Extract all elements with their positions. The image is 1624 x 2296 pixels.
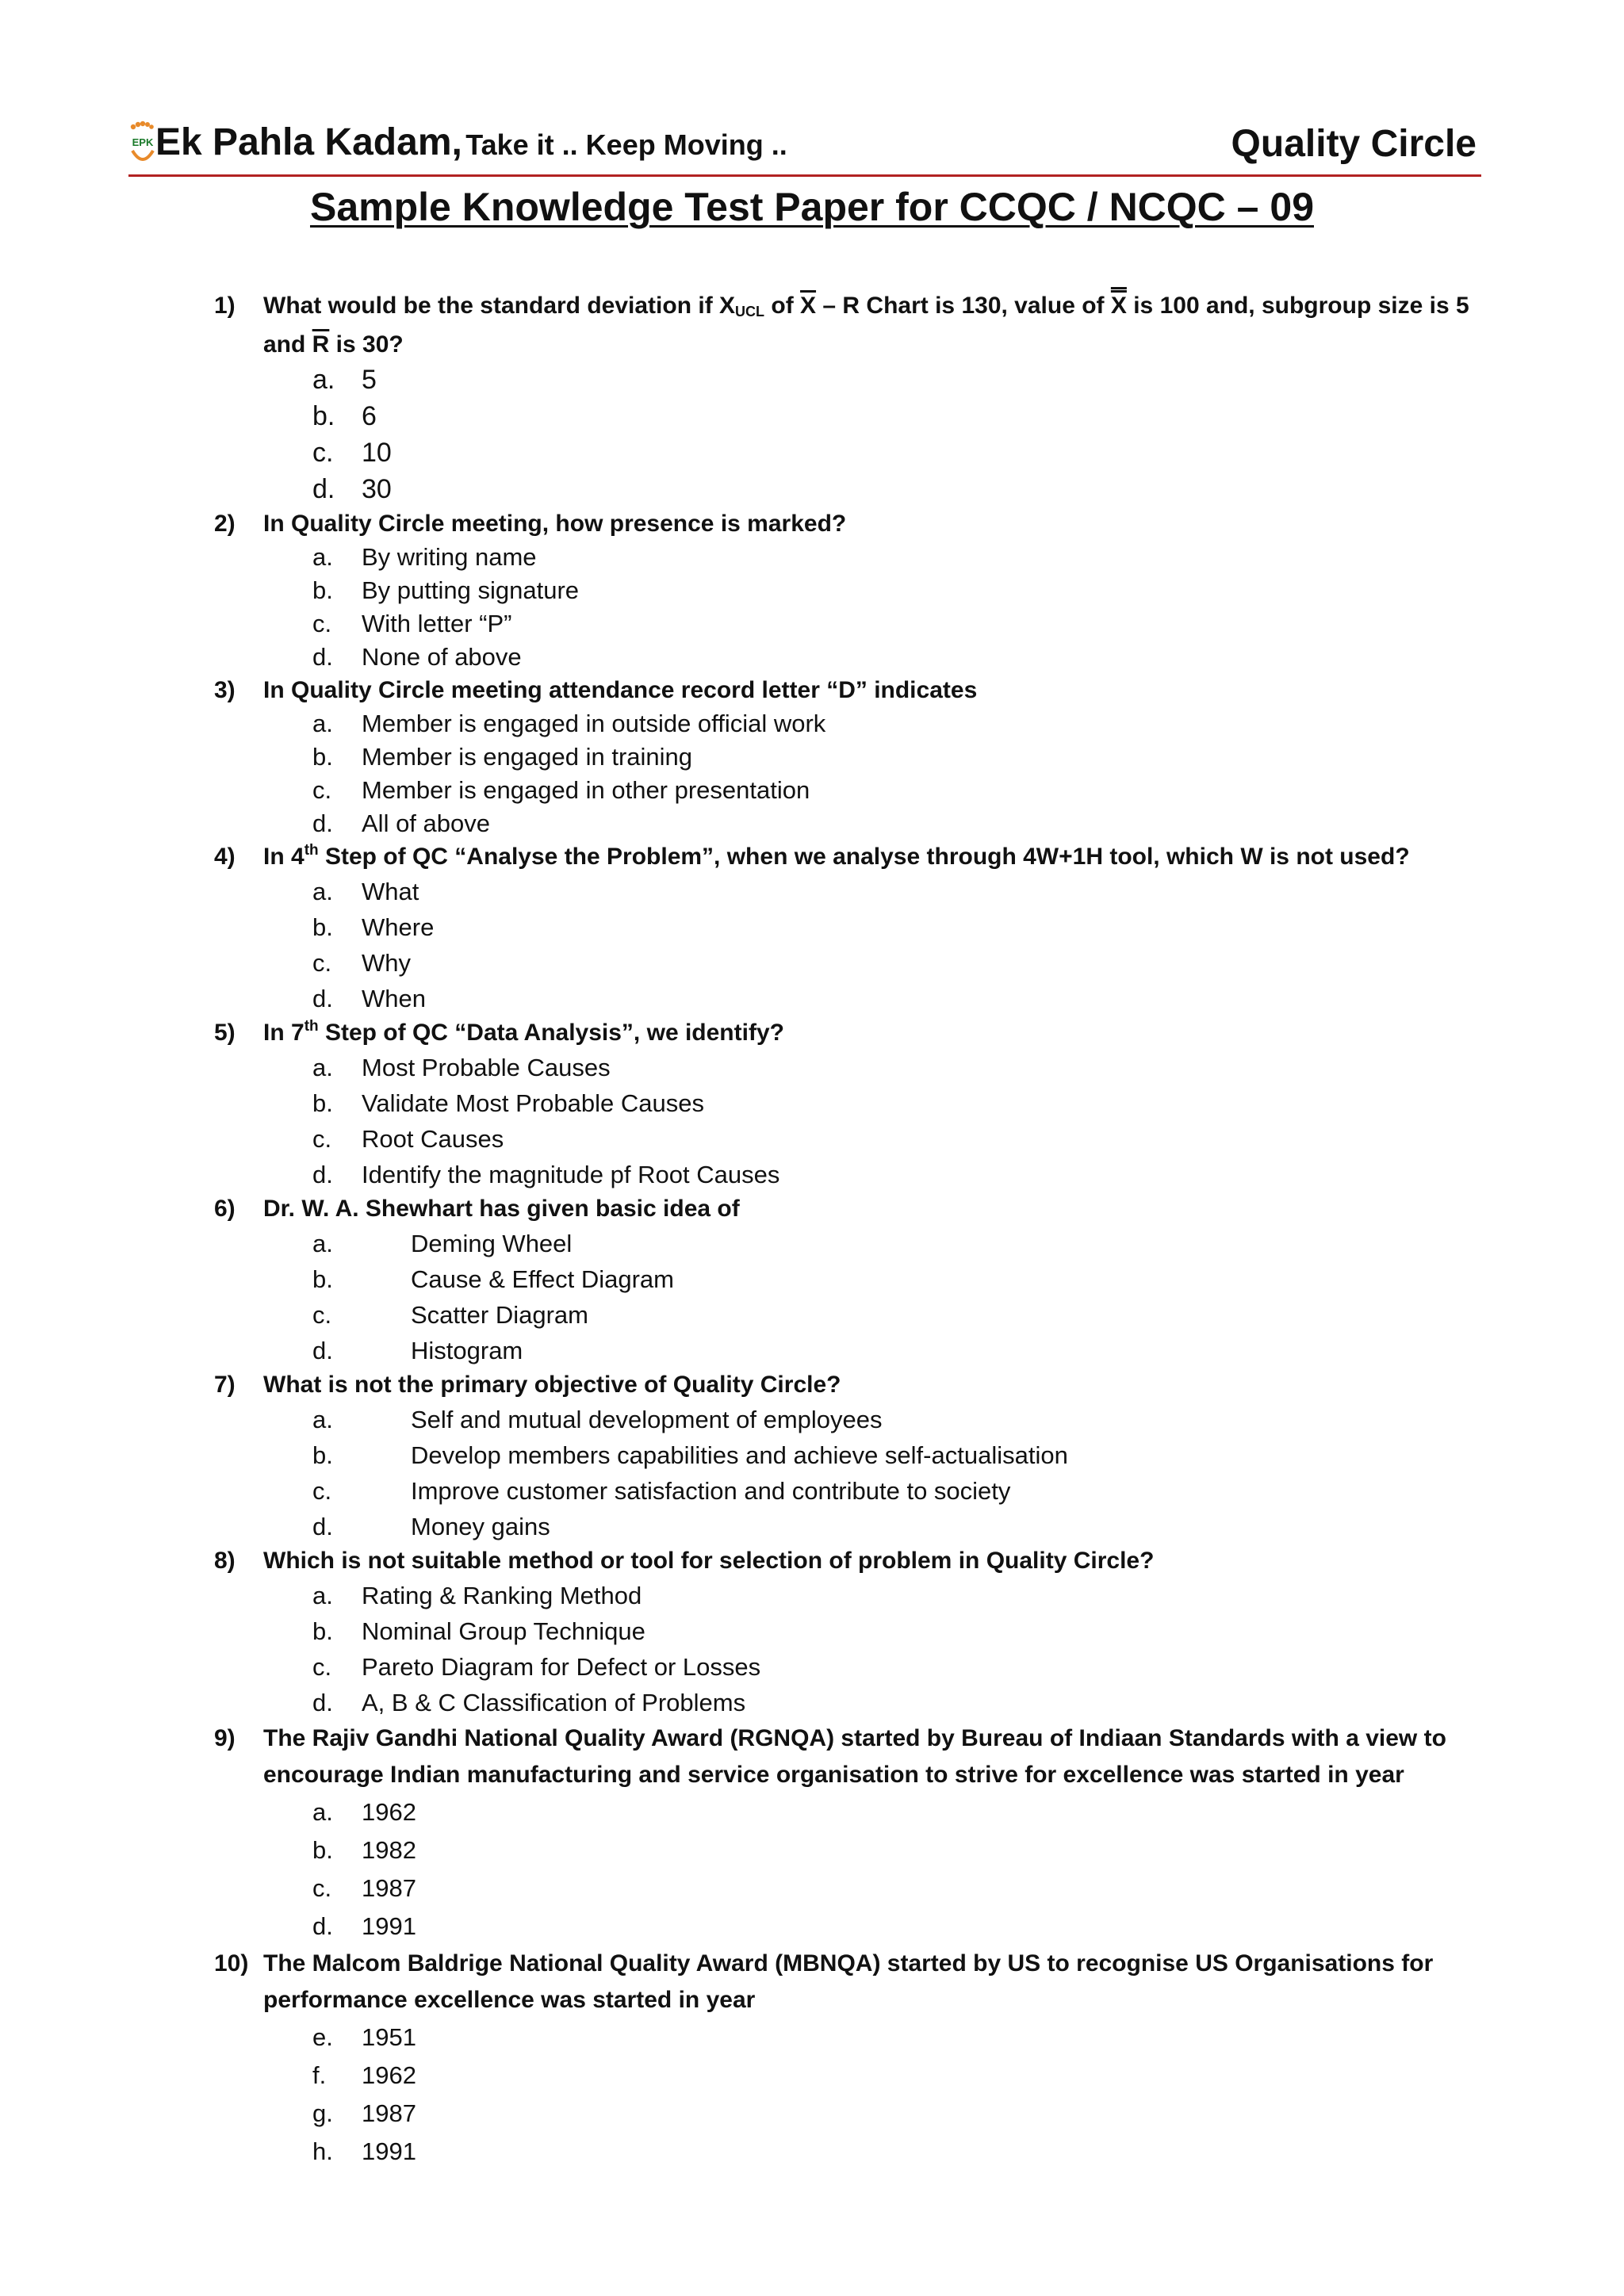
logo-label: EPK [132,136,154,148]
option-g: g. 1987 [312,2099,416,2127]
option-d: d. Money gains [312,1513,550,1540]
option-a: a. What [312,878,419,905]
option-d: d. A, B & C Classification of Problems [312,1689,746,1716]
brand [155,121,787,164]
x-bar-symbol: $\overline{X}$ [800,293,817,319]
question-text: 6) Dr. W. A. Shewhart has given basic idea of [214,1196,740,1222]
question-text-cont: encourage Indian manufacturing and service organisation to strive for excellence was started in year [263,1762,1404,1788]
question-7 [214,1368,1475,1544]
option-a: a. Deming Wheel [312,1230,573,1257]
header-right-title: Quality Circle [1231,123,1477,165]
option-b: b. By putting signature [312,576,580,604]
option-a: a. 1962 [312,1798,416,1826]
question-text: 5) In 7th Step of QC “Data Analysis”, we identify? [214,1018,784,1046]
option-c: c. Scatter Diagram [312,1301,588,1329]
r-bar-symbol: $\overline{R}$ [312,331,330,358]
option-b: b. Member is engaged in training [312,743,693,771]
option-d: d. Histogram [312,1337,523,1364]
option-c: c. Pareto Diagram for Defect or Losses [312,1653,761,1681]
question-text: 4) In 4th Step of QC “Analyse the Problem”, when we analyse through 4W+1H tool, which W is not used? [214,842,1410,870]
option-d: d. When [312,985,426,1012]
question-4 [214,840,1475,1016]
question-text: 9) The Rajiv Gandhi National Quality Award (RGNQA) started by Bureau of Indiaan Standards with a view to [214,1725,1446,1751]
brand-tagline: Take it .. Keep Moving .. [465,128,787,161]
page-header [127,117,1480,174]
option-b: b. Cause & Effect Diagram [312,1265,674,1293]
option-d: d. 1991 [312,1912,416,1940]
option-b: b. Validate Most Probable Causes [312,1089,704,1117]
question-1 [214,289,1475,507]
option-a: a. Member is engaged in outside official work [312,710,826,737]
option-a: a. Most Probable Causes [312,1054,611,1081]
option-a: a. Self and mutual development of employees [312,1406,883,1433]
option-c: c. 1987 [312,1874,416,1902]
question-6 [214,1192,1475,1368]
question-text: 10) The Malcom Baldrige National Quality Award (MBNQA) started by US to recognise US Organisations for [214,1950,1434,1976]
option-b: b. Where [312,913,435,941]
page-title: Sample Knowledge Test Paper for CCQC / NCQC – 09 [309,185,1314,229]
option-f: f. 1962 [312,2061,416,2089]
footprint-logo-icon [127,121,159,166]
option-c: c. Why [312,949,411,977]
option-d: d. None of above [312,643,522,671]
question-2 [214,507,1475,674]
option-c: c. With letter “P” [312,610,512,637]
x-double-bar-symbol: X [1110,293,1127,319]
option-c: c. 10 [312,438,392,468]
header-divider [128,174,1481,177]
option-c: c. Improve customer satisfaction and contribute to society [312,1477,1011,1505]
question-3 [214,674,1475,840]
question-text: 7) What is not the primary objective of Quality Circle? [214,1372,841,1398]
question-text-cont: performance excellence was started in year [263,1987,756,2013]
question-text: 3) In Quality Circle meeting attendance record letter “D” indicates [214,677,978,703]
question-8 [214,1544,1475,1720]
option-h: h. 1991 [312,2137,416,2165]
option-a: a. 5 [312,365,377,395]
option-d: d. 30 [312,474,392,504]
option-d: d. Identify the magnitude pf Root Causes [312,1161,780,1188]
option-c: c. Root Causes [312,1125,504,1153]
option-b: b. 1982 [312,1836,416,1864]
option-c: c. Member is engaged in other presentation [312,776,810,804]
question-9 [214,1720,1475,1946]
question-10 [214,1946,1475,2171]
option-a: a. Rating & Ranking Method [312,1582,642,1609]
question-text: 2) In Quality Circle meeting, how presence is marked? [214,511,847,537]
question-text: 8) Which is not suitable method or tool for selection of problem in Quality Circle? [214,1548,1155,1574]
option-b: b. 6 [312,401,377,431]
option-d: d. All of above [312,809,490,837]
option-b: b. Develop members capabilities and achieve self-actualisation [312,1441,1068,1469]
question-number: 1) [214,293,236,319]
option-e: e. 1951 [312,2023,416,2051]
option-b: b. Nominal Group Technique [312,1617,645,1645]
question-text-cont: and $\overline{R}$ is 30? [263,331,404,358]
brand-name: Ek Pahla Kadam, [155,121,462,163]
option-a: a. By writing name [312,543,537,571]
question-text: 1) What would be the standard deviation if $X_{UCL}$ of $\overline{X}$ – R Chart is 130, value of X is 100 and, subgroup size is 5 [214,289,1475,328]
question-5 [214,1016,1475,1192]
question-list [214,289,1475,2171]
